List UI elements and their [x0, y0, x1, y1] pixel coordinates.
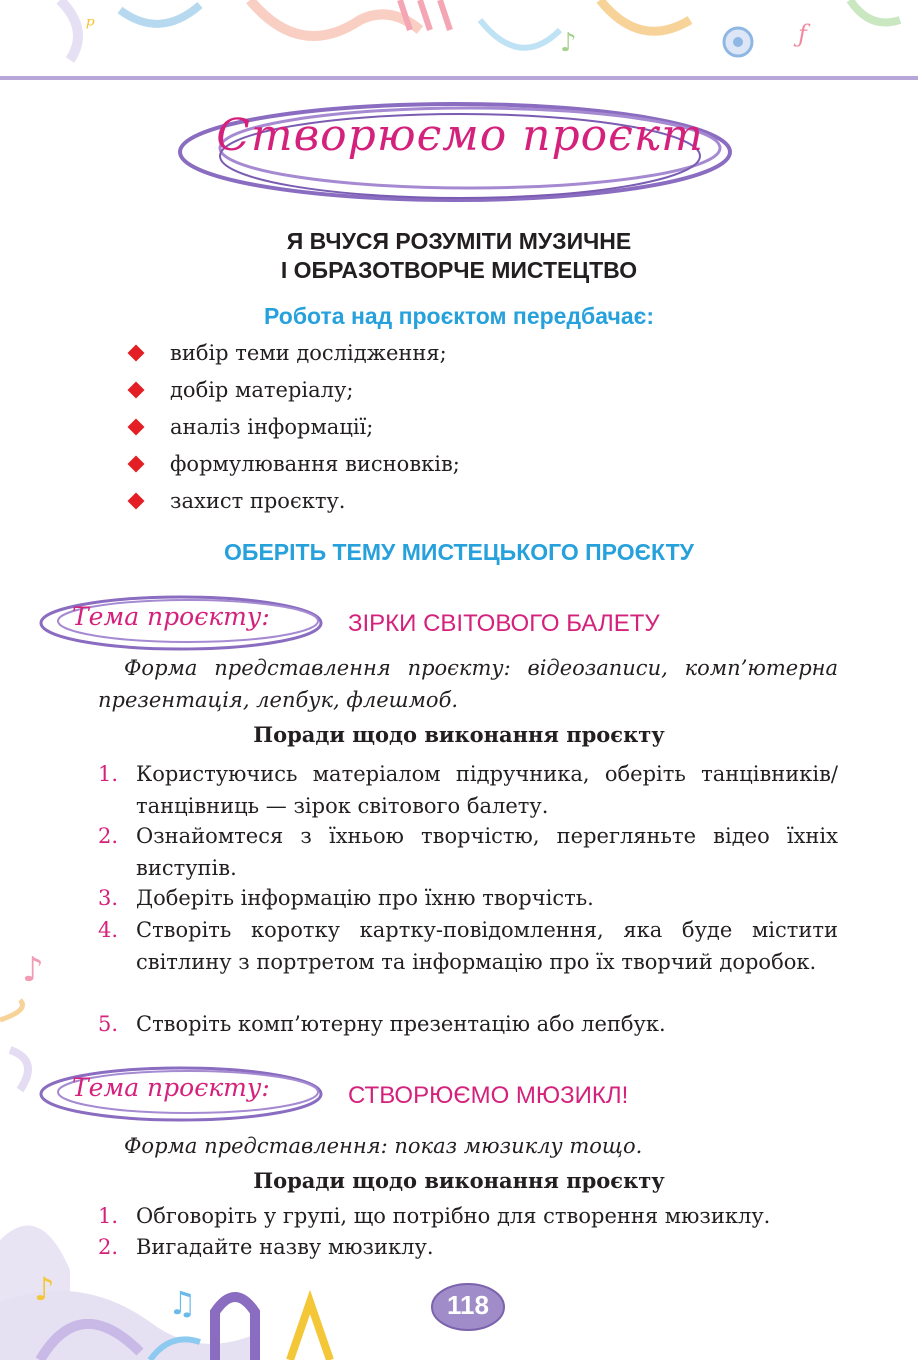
section-subtitle-line-2: І ОБРАЗОТВОРЧЕ МИСТЕЦТВО — [280, 257, 638, 283]
music-note-icon: ♪ — [22, 950, 44, 990]
numbered-item — [98, 1200, 838, 1232]
choose-theme-heading: ОБЕРІТЬ ТЕМУ МИСТЕЦЬКОГО ПРОЄКТУ — [224, 539, 694, 565]
tips-heading: Поради щодо виконання проєкту — [253, 1168, 665, 1193]
diamond-bullet-icon — [128, 493, 145, 510]
diamond-bullet-icon — [128, 382, 145, 399]
list-item — [126, 449, 460, 479]
list-item-text: аналіз інформації; — [170, 415, 374, 439]
list-item-text: добір матеріалу; — [170, 378, 354, 402]
item-text: Створіть комп’ютерну презентацію або лепбук. — [136, 1012, 666, 1036]
list-item-text: вибір теми дослідження; — [170, 341, 447, 365]
diamond-bullet-icon — [128, 419, 145, 436]
project-form-text — [98, 1130, 838, 1162]
music-note-icon: ♪ — [34, 1270, 55, 1308]
list-item — [126, 486, 346, 516]
tips-heading: Поради щодо виконання проєкту — [253, 722, 665, 747]
numbered-item — [98, 914, 838, 978]
music-f-icon: ƒ — [798, 20, 807, 48]
item-number: 1. — [98, 762, 119, 786]
numbered-item — [98, 1231, 838, 1263]
item-number: 4. — [98, 918, 119, 942]
item-text: Доберіть інформацію про їхню творчість. — [136, 886, 594, 910]
form-text: Форма представлення: показ мюзиклу тощо. — [124, 1134, 643, 1158]
diamond-bullet-icon — [128, 345, 145, 362]
item-text: Вигадайте назву мюзиклу. — [136, 1235, 434, 1259]
item-number: 3. — [98, 886, 119, 910]
project-title: СТВОРЮЄМО МЮЗИКЛ! — [348, 1082, 629, 1109]
page-title: Створюємо проєкт — [216, 110, 704, 161]
footer-decoration — [0, 1262, 420, 1360]
page-number: 118 — [447, 1290, 489, 1320]
music-note-icon: ♫ — [168, 1284, 197, 1322]
list-item — [126, 375, 353, 405]
project-work-label: Робота над проєктом передбачає: — [264, 303, 654, 329]
item-text: Обговоріть у групі, що потрібно для створення мюзиклу. — [136, 1204, 771, 1228]
theme-badge — [36, 1063, 332, 1125]
music-p-icon: ᵖ — [86, 14, 95, 39]
item-number: 2. — [98, 824, 119, 848]
numbered-item — [98, 1008, 838, 1040]
item-text: Ознайомтеся з їхньою творчістю, перегляньте відео їхніх виступів. — [136, 824, 838, 880]
list-item-text: захист проєкту. — [170, 489, 346, 513]
page-title-badge — [170, 92, 750, 212]
project-form-text — [98, 652, 838, 716]
item-text: Користуючись матеріалом підручника, оберіть танцівників/танцівниць — зірок світового балету. — [136, 762, 838, 818]
numbered-item — [98, 758, 838, 822]
music-note-icon: ♪ — [560, 28, 577, 58]
form-label: Форма представлення проєкту — [124, 656, 504, 680]
numbered-item — [98, 820, 838, 884]
header-divider — [0, 76, 918, 80]
item-number: 5. — [98, 1012, 119, 1036]
list-item-text: формулювання висновків; — [170, 452, 460, 476]
theme-badge — [36, 592, 332, 654]
theme-badge-label: Тема проєкту: — [72, 1073, 270, 1102]
list-item — [126, 338, 447, 368]
numbered-item — [98, 882, 838, 914]
section-subtitle-line-1: Я ВЧУСЯ РОЗУМІТИ МУЗИЧНЕ — [286, 228, 632, 254]
list-item — [126, 412, 373, 442]
project-title: ЗІРКИ СВІТОВОГО БАЛЕТУ — [348, 610, 660, 637]
theme-badge-label: Тема проєкту: — [72, 602, 270, 631]
form-value: : відеозаписи, комп’ютерна презентація, лепбук, флешмоб. — [98, 656, 839, 712]
diamond-bullet-icon — [128, 456, 145, 473]
item-text: Створіть коротку картку-повідомлення, яка буде містити світлину з портретом та інформацію про їх творчий доробок. — [136, 918, 838, 974]
header-decoration — [0, 0, 918, 82]
item-number: 2. — [98, 1235, 119, 1259]
page-number-badge — [430, 1282, 506, 1332]
item-number: 1. — [98, 1204, 119, 1228]
